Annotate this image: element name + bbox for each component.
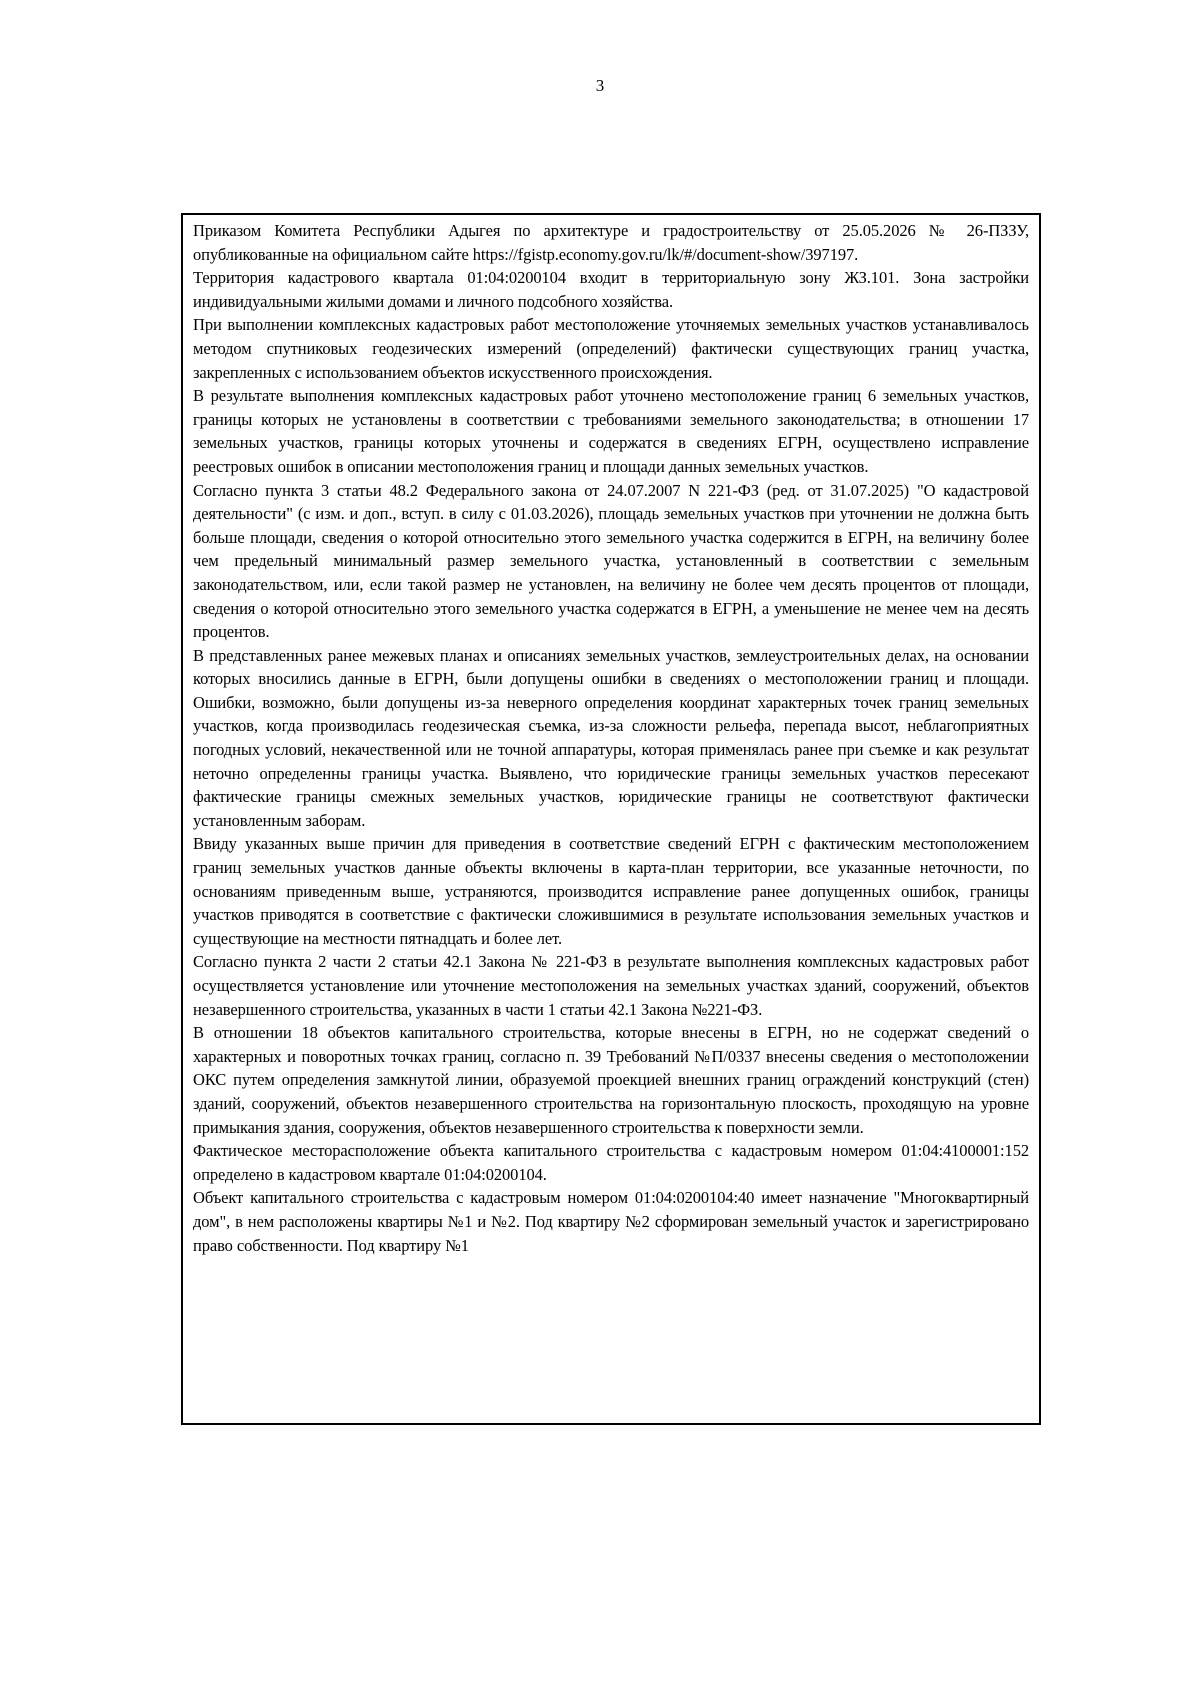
paragraph-area-rules: Согласно пункта 3 статьи 48.2 Федерального закона от 24.07.2007 N 221-ФЗ (ред. от 31.07.2025) "О кадастровой деятельности" (с изм. и доп., вступ. в силу с 01.03.2026), площадь земельных участков при уточнении не должна быть больше площади, сведения о которой относительно этого земельного участка содержится в ЕГРН, на величину более чем предельный минимальный размер земельного участка, установленный в соответствии с земельным законодательством, или, если такой размер не установлен, на величину не более чем десять процентов от площади, сведения о которой относительно этого земельного участка содержатся в ЕГРН, а уменьшение не менее чем на десять процентов. [193, 480, 1029, 642]
paragraph-previous-errors: В представленных ранее межевых планах и описаниях земельных участков, землеустроительных делах, на основании которых вносились данные в ЕГРН, были допущены ошибки в сведениях о местоположении границ и площади. Ошибки, возможно, были допущены из-за неверного определения координат характерных точек границ земельных участков, когда производилась геодезическая съемка, из-за сложности рельефа, перепада высот, неблагоприятных погодных условий, некачественной или не точной аппаратуры, которая применялась ранее при съемке и как результат неточно определенны границы участка. Выявлено, что юридические границы земельных участков пересекают фактические границы смежных земельных участков, юридические границы не соответствуют фактически установленным заборам. [193, 645, 1029, 830]
paragraph-capital-objects: В отношении 18 объектов капитального строительства, которые внесены в ЕГРН, но не содержат сведений о характерных и поворотных точках границ, согласно п. 39 Требований №П/0337 внесены сведения о местоположении ОКС путем определения замкнутой линии, образуемой проекцией внешних границ ограждений конструкций (стен) зданий, сооружений, объектов незавершенного строительства на горизонтальную плоскость, проходящую на уровне примыкания здания, сооружения, объектов незавершенного строительства к поверхности земли. [193, 1023, 1029, 1137]
paragraph-law-reference: Согласно пункта 2 части 2 статьи 42.1 Закона № 221-ФЗ в результате выполнения комплексных кадастровых работ осуществляется установление или уточнение местоположения на земельных участках зданий, сооружений, объектов незавершенного строительства, указанных в части 1 статьи 42.1 Закона №221-ФЗ. [193, 952, 1029, 1019]
paragraph-object-location: Фактическое месторасположение объекта капитального строительства с кадастровым номером 01:04:4100001:152 определено в кадастровом квартале 01:04:0200104. [193, 1141, 1029, 1184]
page-number: 3 [595, 76, 605, 95]
paragraph-apartment-building: Объект капитального строительства с кадастровым номером 01:04:0200104:40 имеет назначение "Многоквартирный дом", в нем расположены квартиры №1 и №2. Под квартиру №2 сформирован земельный участок и зарегистрировано право собственности. Под квартиру №1 [193, 1188, 1029, 1255]
document-text-box [181, 213, 1041, 1425]
paragraph-work-results: В результате выполнения комплексных кадастровых работ уточнено местоположение границ 6 земельных участков, границы которых не установлены в соответствии с требованиями земельного законодательства; в отношении 17 земельных участков, границы которых уточнены и содержатся в сведениях ЕГРН, осуществлено исправление реестровых ошибок в описании местоположения границ и площади данных земельных участков. [193, 386, 1029, 476]
paragraph-order-reference: Приказом Комитета Республики Адыгея по архитектуре и градостроительству от 25.05.2026 № 26-ПЗЗУ, опубликованные на официальном сайте https://fgistp.economy.gov.ru/lk/#/document-show/397197. [193, 221, 1029, 264]
paragraph-territorial-zone: Территория кадастрового квартала 01:04:0200104 входит в территориальную зону ЖЗ.101. Зона застройки индивидуальными жилыми домами и личного подсобного хозяйства. [193, 268, 1029, 311]
paragraph-error-correction: Ввиду указанных выше причин для приведения в соответствие сведений ЕГРН с фактическим местоположением границ земельных участков данные объекты включены в карта-план территории, все указанные неточности, по основаниям приведенным выше, устраняются, производится исправление ранее допущенных ошибок, границы участков приводятся в соответствие с фактически сложившимися в результате использования земельных участков и существующие на местности пятнадцать и более лет. [193, 834, 1029, 948]
paragraph-survey-method: При выполнении комплексных кадастровых работ местоположение уточняемых земельных участков устанавливалось методом спутниковых геодезических измерений (определений) фактически существующих границ участка, закрепленных с использованием объектов искусственного происхождения. [193, 315, 1029, 382]
